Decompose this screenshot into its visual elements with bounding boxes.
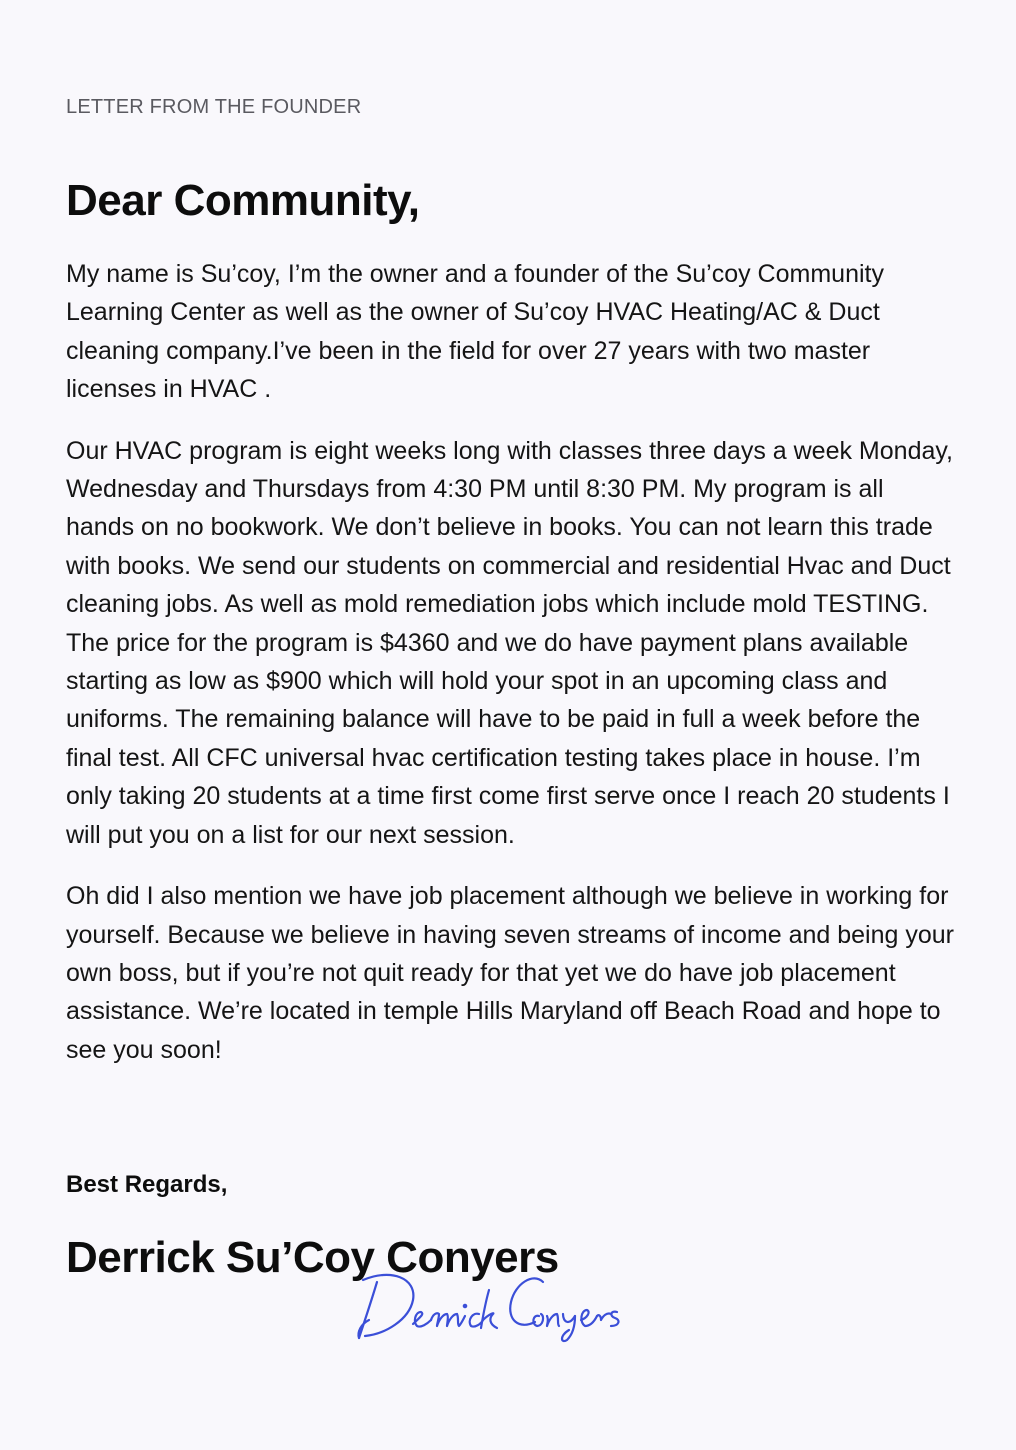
letter-body (66, 255, 958, 1092)
closing-line: Best Regards, (66, 1171, 228, 1198)
greeting-heading: Dear Community, (66, 176, 420, 225)
handwritten-signature (355, 1254, 675, 1346)
paragraph-job-placement: Oh did I also mention we have job placement although we believe in working for yourself. Because we believe in having seven streams of income and being your own boss, but if you’re not quit ready for that yet we do have job placement assistance. We’re located in temple Hills Maryland off Beach Road and hope to see you soon! (66, 882, 955, 1064)
paragraph-intro: My name is Su’coy, I’m the owner and a founder of the Su’coy Community Learning Center as well as the owner of Su’coy HVAC Heating/AC & Duct cleaning company.I’ve been in the field for over 27 years with two master licenses in HVAC . (66, 260, 884, 404)
signer-name: Derrick Su’Coy Conyers (66, 1233, 559, 1282)
paragraph-program: Our HVAC program is eight weeks long with classes three days a week Monday, Wednesday and Thursdays from 4:30 PM until 8:30 PM. My program is all hands on no bookwork. We don’t believe in books. You can not learn this trade with books. We send our students on commercial and residential Hvac and Duct cleaning jobs. As well as mold remediation jobs which include mold TESTING. The price for the program is $4360 and we do have payment plans available starting as low as $900 which will hold your spot in an upcoming class and uniforms. The remaining balance will have to be paid in full a week before the final test. All CFC universal hvac certification testing takes place in house. I’m only taking 20 students at a time first come first serve once I reach 20 students I will put you on a list for our next session. (66, 436, 953, 849)
letter-eyebrow: LETTER FROM THE FOUNDER (66, 96, 362, 118)
